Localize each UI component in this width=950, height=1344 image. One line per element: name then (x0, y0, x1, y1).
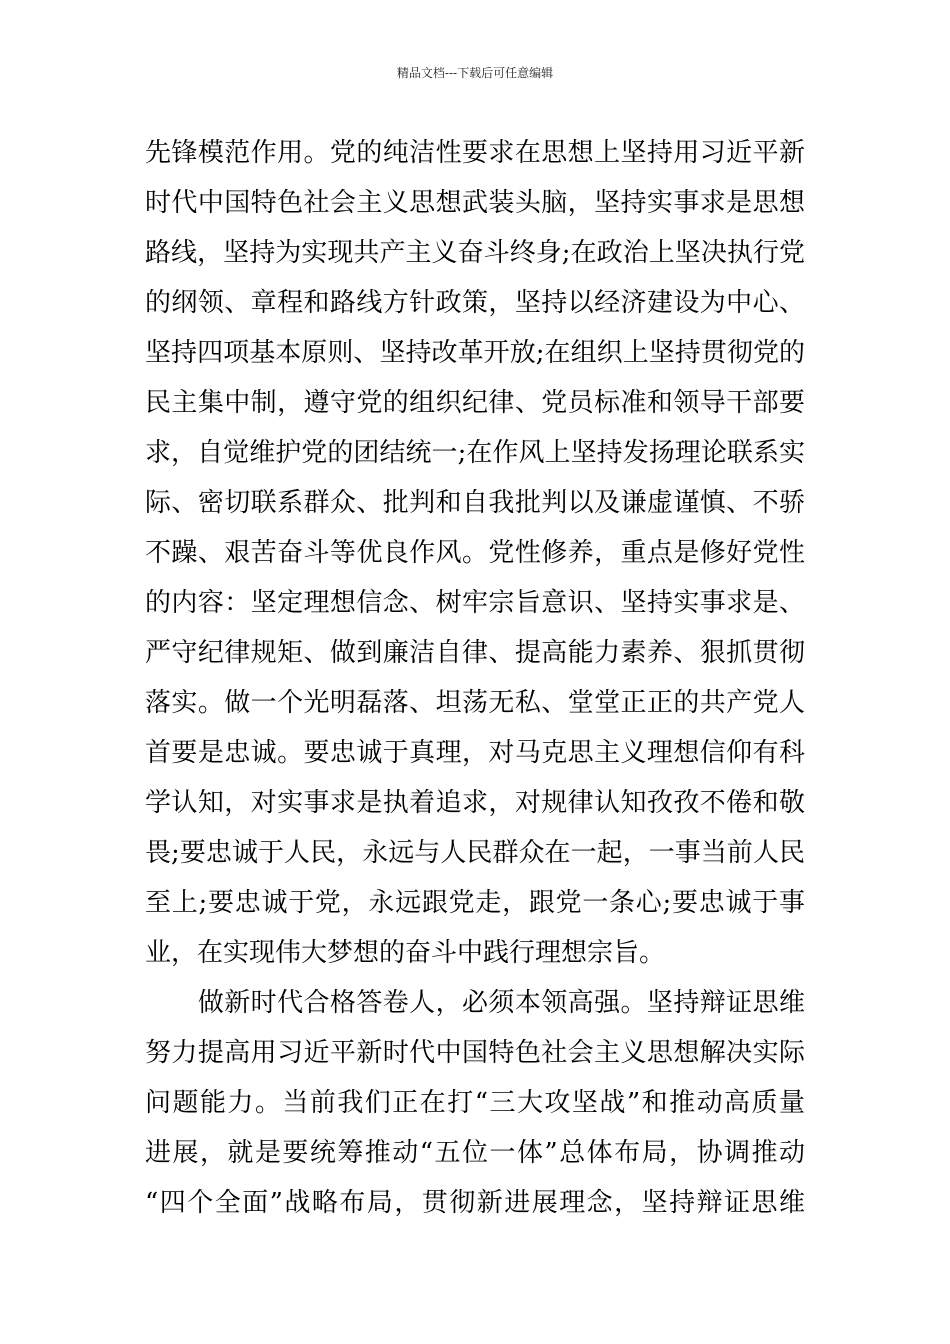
text-line: 民主集中制，遵守党的组织纪律、党员标准和领导干部要 (145, 388, 805, 418)
paragraph-2 (145, 978, 805, 1228)
text-line: 至上;要忠诚于党，永远跟党走，跟党一条心;要忠诚于事 (145, 888, 805, 918)
text-line: 坚持四项基本原则、坚持改革开放;在组织上坚持贯彻党的 (145, 338, 805, 368)
text-line: 学认知，对实事求是执着追求，对规律认知孜孜不倦和敬 (145, 788, 805, 818)
text-line: 严守纪律规矩、做到廉洁自律、提高能力素养、狠抓贯彻 (145, 638, 805, 668)
text-line: 问题能力。当前我们正在打“三大攻坚战”和推动高质量 (145, 1088, 805, 1118)
text-line: 畏;要忠诚于人民，永远与人民群众在一起，一事当前人民 (145, 838, 805, 868)
text-line: “四个全面”战略布局，贯彻新进展理念，坚持辩证思维 (145, 1188, 805, 1218)
paragraph-1 (145, 128, 805, 978)
text-line: 时代中国特色社会主义思想武装头脑，坚持实事求是思想 (145, 188, 805, 218)
page-header: 精品文档---下载后可任意编辑 (396, 66, 554, 80)
text-line: 不躁、艰苦奋斗等优良作风。党性修养，重点是修好党性 (145, 538, 805, 568)
text-line: 的纲领、章程和路线方针政策，坚持以经济建设为中心、 (145, 288, 805, 318)
text-line: 做新时代合格答卷人，必须本领高强。坚持辩证思维 (145, 988, 805, 1018)
text-line: 业，在实现伟大梦想的奋斗中践行理想宗旨。 (145, 938, 666, 968)
text-line: 努力提高用习近平新时代中国特色社会主义思想解决实际 (145, 1038, 805, 1068)
text-line: 的内容：坚定理想信念、树牢宗旨意识、坚持实事求是、 (145, 588, 805, 618)
text-line: 求，自觉维护党的团结统一;在作风上坚持发扬理论联系实 (145, 438, 805, 468)
text-line: 先锋模范作用。党的纯洁性要求在思想上坚持用习近平新 (145, 138, 805, 168)
document-body (145, 128, 805, 1228)
text-line: 路线，坚持为实现共产主义奋斗终身;在政治上坚决执行党 (145, 238, 805, 268)
text-line: 首要是忠诚。要忠诚于真理，对马克思主义理想信仰有科 (145, 738, 805, 768)
text-line: 进展，就是要统筹推动“五位一体”总体布局，协调推动 (145, 1138, 805, 1168)
text-line: 际、密切联系群众、批判和自我批判以及谦虚谨慎、不骄 (145, 488, 805, 518)
text-line: 落实。做一个光明磊落、坦荡无私、堂堂正正的共产党人 (145, 688, 805, 718)
